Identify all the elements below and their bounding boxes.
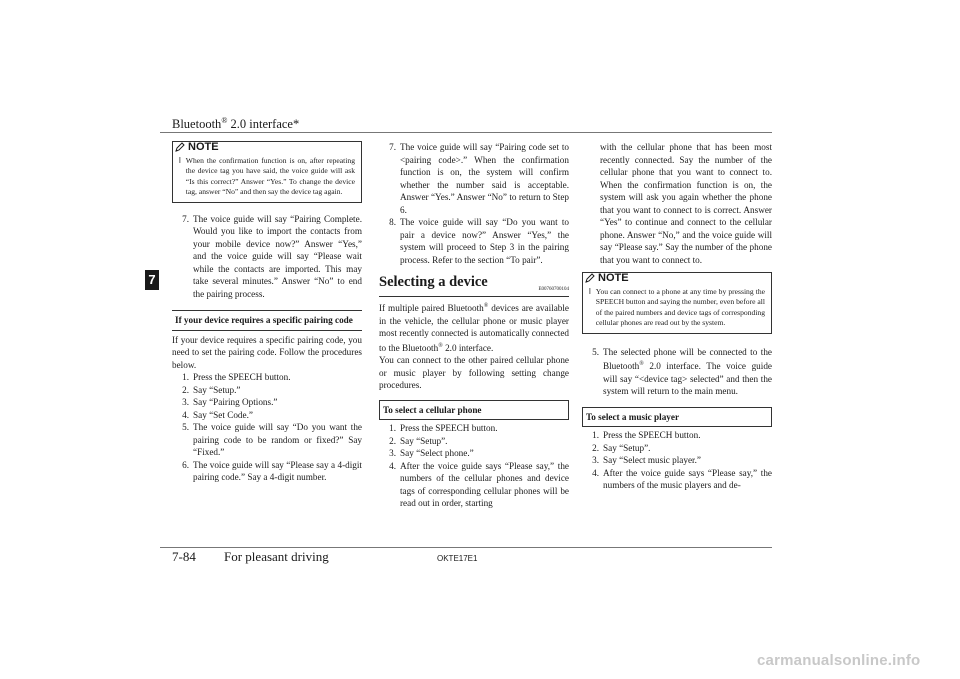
note-text: You can connect to a phone at any time by pressing the SPEECH button and saying the number, even before all of the paired numbers and device tags of corresponding cellular phones are read out by the system. [595, 286, 765, 328]
list-item: 6. The voice guide will say “Please say a 4-digit pairing code.” Say a 4-digit number. [182, 459, 362, 483]
list-item: 1. Press the SPEECH button. [389, 423, 498, 434]
list-item: 7. The voice guide will say “Pairing code set to <pairing code>.” When the confirmation function is on, the system will confirm whether the number said is acceptable. Answer “Yes.” Answer “No” to return to Step 6. [389, 142, 569, 215]
list-item: 2. Say “Setup”. [389, 435, 448, 446]
paragraph: If your device requires a specific pairing code, you need to set the pairing code. Follow the procedures below. [172, 334, 362, 370]
section-title: Selecting a device [379, 274, 488, 290]
list-item: 2. Say “Setup”. [592, 442, 651, 453]
pencil-icon [585, 273, 595, 283]
pencil-icon [175, 142, 185, 152]
header-rule [160, 132, 772, 133]
section-rule [379, 296, 569, 297]
footer-rule [160, 547, 772, 548]
note-box [172, 141, 362, 203]
list-item: 5. The voice guide will say “Do you want the pairing code to be random or fixed?” Say “Fixed.” [182, 422, 362, 458]
running-header: Bluetooth® 2.0 interface* [172, 116, 300, 132]
page-number: 7-84 [172, 549, 196, 564]
document-code: OKTE17E1 [437, 554, 478, 563]
subheading: If your device requires a specific pairing code [172, 310, 362, 331]
list-item: 4. After the voice guide says “Please say,” the numbers of the cellular phones and device tags of corresponding cellular phones will be read out in order, starting [389, 460, 569, 509]
list-item: 5. The selected phone will be connected to the Bluetooth® 2.0 interface. The voice guide will say “<device tag> selected” and then the system will return to the main menu. [592, 346, 772, 397]
column-3 [582, 141, 772, 492]
note-label: NOTE [585, 273, 629, 284]
list-item: 4. Say “Set Code.” [182, 409, 253, 420]
list-item: 3. Say “Pairing Options.” [182, 397, 278, 408]
footer-section: For pleasant driving [224, 549, 329, 564]
watermark: carmanualsonline.info [757, 652, 921, 669]
note-label: NOTE [175, 142, 219, 153]
list-item: 7. The voice guide will say “Pairing Complete. Would you like to import the contacts from your mobile device now?” Answer “Yes,” and the voice guide will say “Please wait while the contacts are imported. This may take several minutes.” Answer “No” to end the pairing process. [182, 213, 362, 299]
list-item: 3. Say “Select music player.” [592, 455, 701, 466]
column-1 [172, 141, 362, 484]
list-item: 2. Say “Setup.” [182, 384, 241, 395]
list-item: 1. Press the SPEECH button. [592, 430, 701, 441]
subheading: To select a cellular phone [379, 400, 569, 421]
list-item: 8. The voice guide will say “Do you want to pair a device now?” Answer “Yes,” the system will proceed to Step 3 in the pairing process. Refer to the section “To pair”. [389, 217, 569, 265]
note-text: When the confirmation function is on, after repeating the device tag you have said, the voice guide will ask “Is this correct?” Answer “Yes.” To change the device tag, answer “No” and then say the device tag again. [185, 155, 355, 197]
paragraph: You can connect to the other paired cellular phone or music player by following setting change procedures. [379, 355, 569, 391]
bullet-icon: l [179, 155, 181, 165]
section-code: E00760700104 [538, 286, 569, 292]
paragraph: with the cellular phone that has been most recently connected. Say the number of the cellular phone that you want to connect to. When the confirmation function is on, the system will ask you again whether the phone that you want to connect to is correct. Answer “Yes” to continue and connect to the cellular phone. Answer “No,” and the voice guide will say “Please say.” Say the number of the phone that you want to connect to. [600, 142, 772, 265]
note-box [582, 272, 772, 334]
bullet-icon: l [589, 286, 591, 296]
list-item: 1. Press the SPEECH button. [182, 372, 291, 383]
list-item: 3. Say “Select phone.” [389, 448, 474, 459]
column-2 [379, 141, 569, 510]
paragraph: If multiple paired Bluetooth® devices are available in the vehicle, the cellular phone or music player most recently connected is automatically connected to the Bluetooth® 2.0 interface. [379, 303, 570, 353]
subheading: To select a music player [582, 407, 772, 428]
list-item: 4. After the voice guide says “Please say,” the numbers of the music players and de- [592, 467, 772, 491]
chapter-tab: 7 [145, 270, 159, 290]
